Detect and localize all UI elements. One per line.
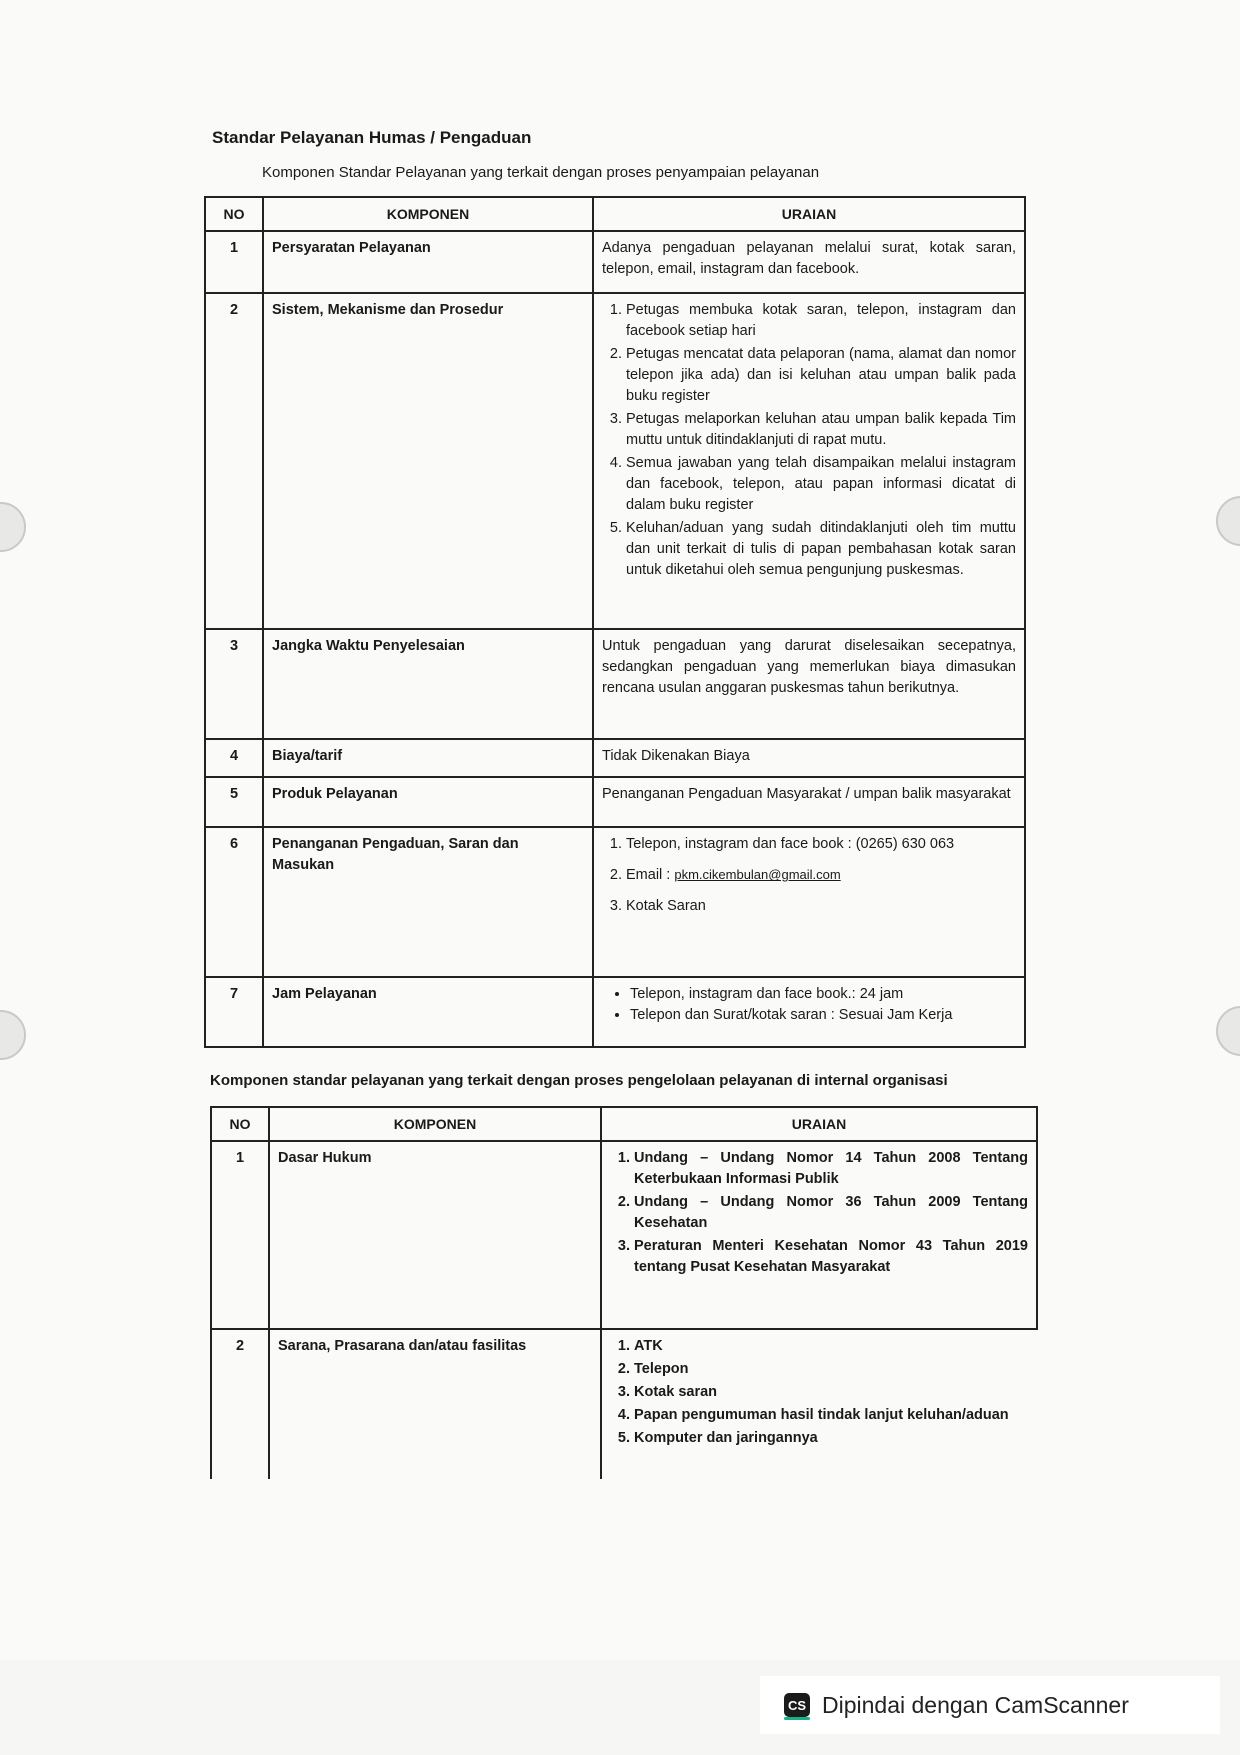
row-description — [601, 1141, 1037, 1329]
row-description: Tidak Dikenakan Biaya — [593, 739, 1025, 777]
punch-hole — [0, 502, 26, 552]
table-row — [205, 739, 1025, 777]
row-description: Penanganan Pengaduan Masyarakat / umpan balik masyarakat — [593, 777, 1025, 827]
row-description — [593, 293, 1025, 629]
row-component: Biaya/tarif — [263, 739, 593, 777]
row-number: 1 — [205, 231, 263, 293]
facilities-list — [610, 1336, 1029, 1449]
list-item: • Telepon dan Surat/kotak saran : Sesuai Jam Kerja — [630, 1005, 1016, 1026]
table-row — [205, 293, 1025, 629]
row-component: Sistem, Mekanisme dan Prosedur — [263, 293, 593, 629]
header-uraian: URAIAN — [593, 197, 1025, 231]
header-komponen: KOMPONEN — [269, 1107, 601, 1141]
legal-basis-list — [610, 1148, 1028, 1278]
list-item: 1. Telepon, instagram dan face book : (0265) 630 063 — [626, 834, 1016, 855]
table-row — [205, 629, 1025, 739]
punch-hole — [1216, 496, 1240, 546]
section-subtitle-1: Komponen Standar Pelayanan yang terkait dengan proses penyampaian pelayanan — [262, 164, 820, 181]
table-row — [211, 1141, 1037, 1329]
procedure-list — [602, 300, 1016, 581]
list-item: 3. Peraturan Menteri Kesehatan Nomor 43 Tahun 2019 tentang Pusat Kesehatan Masyarakat — [634, 1236, 1028, 1278]
table-row — [205, 977, 1025, 1047]
list-item: 3. Kotak saran — [634, 1382, 1029, 1403]
row-number: 2 — [205, 293, 263, 629]
hours-list — [602, 984, 1016, 1026]
header-uraian: URAIAN — [601, 1107, 1037, 1141]
list-item: 2. Undang – Undang Nomor 36 Tahun 2009 Tentang Kesehatan — [634, 1192, 1028, 1234]
row-number: 2 — [211, 1329, 269, 1479]
section-subtitle-2: Komponen standar pelayanan yang terkait dengan proses pengelolaan pelayanan di internal organisasi — [210, 1072, 948, 1089]
list-item: 1. ATK — [634, 1336, 1029, 1357]
list-item: 4. Papan pengumuman hasil tindak lanjut keluhan/aduan — [634, 1405, 1029, 1426]
row-component: Jam Pelayanan — [263, 977, 593, 1047]
row-description — [593, 977, 1025, 1047]
row-number: 4 — [205, 739, 263, 777]
camscanner-logo-icon: CS — [784, 1693, 810, 1717]
email-link[interactable]: pkm.cikembulan@gmail.com — [674, 867, 841, 883]
row-component: Jangka Waktu Penyelesaian — [263, 629, 593, 739]
row-description: Adanya pengaduan pelayanan melalui surat, kotak saran, telepon, email, instagram dan facebook. — [593, 231, 1025, 293]
row-component: Dasar Hukum — [269, 1141, 601, 1329]
row-component: Produk Pelayanan — [263, 777, 593, 827]
list-item: 1. Undang – Undang Nomor 14 Tahun 2008 Tentang Keterbukaan Informasi Publik — [634, 1148, 1028, 1190]
list-item — [626, 865, 1016, 886]
list-item: • Telepon, instagram dan face book.: 24 jam — [630, 984, 1016, 1005]
row-component: Penanganan Pengaduan, Saran dan Masukan — [263, 827, 593, 977]
row-description — [601, 1329, 1037, 1479]
row-number: 5 — [205, 777, 263, 827]
service-delivery-table — [204, 196, 1026, 1048]
punch-hole — [0, 1010, 26, 1060]
row-component: Persyaratan Pelayanan — [263, 231, 593, 293]
document-title: Standar Pelayanan Humas / Pengaduan — [212, 128, 532, 147]
table-row — [205, 231, 1025, 293]
row-number: 6 — [205, 827, 263, 977]
punch-hole — [1216, 1006, 1240, 1056]
table-header-row — [205, 197, 1025, 231]
list-item: 1. Petugas membuka kotak saran, telepon, instagram dan facebook setiap hari — [626, 300, 1016, 342]
internal-management-table — [210, 1106, 1038, 1479]
list-item: 3. Petugas melaporkan keluhan atau umpan balik kepada Tim muttu untuk ditindaklanjuti di rapat mutu. — [626, 409, 1016, 451]
row-description — [593, 827, 1025, 977]
row-component: Sarana, Prasarana dan/atau fasilitas — [269, 1329, 601, 1479]
email-label: Email : — [626, 867, 675, 884]
header-no: NO — [205, 197, 263, 231]
list-item: 2. Telepon — [634, 1359, 1029, 1380]
table-header-row — [211, 1107, 1037, 1141]
table-row — [205, 827, 1025, 977]
row-description: Untuk pengaduan yang darurat diselesaikan secepatnya, sedangkan pengaduan yang memerlukan biaya dimasukan rencana usulan anggaran puskesmas tahun berikutnya. — [593, 629, 1025, 739]
list-item: 3. Kotak Saran — [626, 896, 1016, 917]
list-item: 5. Keluhan/aduan yang sudah ditindaklanjuti oleh tim muttu dan unit terkait di tulis di papan pembahasan kotak saran untuk diketahui oleh semua pengunjung puskesmas. — [626, 518, 1016, 581]
list-item: 2. Petugas mencatat data pelaporan (nama, alamat dan nomor telepon jika ada) dan isi keluhan atau umpan balik pada buku register — [626, 344, 1016, 407]
table-row — [211, 1329, 1037, 1479]
header-komponen: KOMPONEN — [263, 197, 593, 231]
contact-list — [602, 834, 1016, 917]
row-number: 3 — [205, 629, 263, 739]
table-row — [205, 777, 1025, 827]
camscanner-watermark — [760, 1676, 1220, 1734]
list-item: 5. Komputer dan jaringannya — [634, 1428, 1029, 1449]
header-no: NO — [211, 1107, 269, 1141]
row-number: 7 — [205, 977, 263, 1047]
list-item: 4. Semua jawaban yang telah disampaikan melalui instagram dan facebook, telepon, atau papan informasi dicatat di dalam buku register — [626, 453, 1016, 516]
watermark-text: Dipindai dengan CamScanner — [822, 1691, 1129, 1718]
row-number: 1 — [211, 1141, 269, 1329]
